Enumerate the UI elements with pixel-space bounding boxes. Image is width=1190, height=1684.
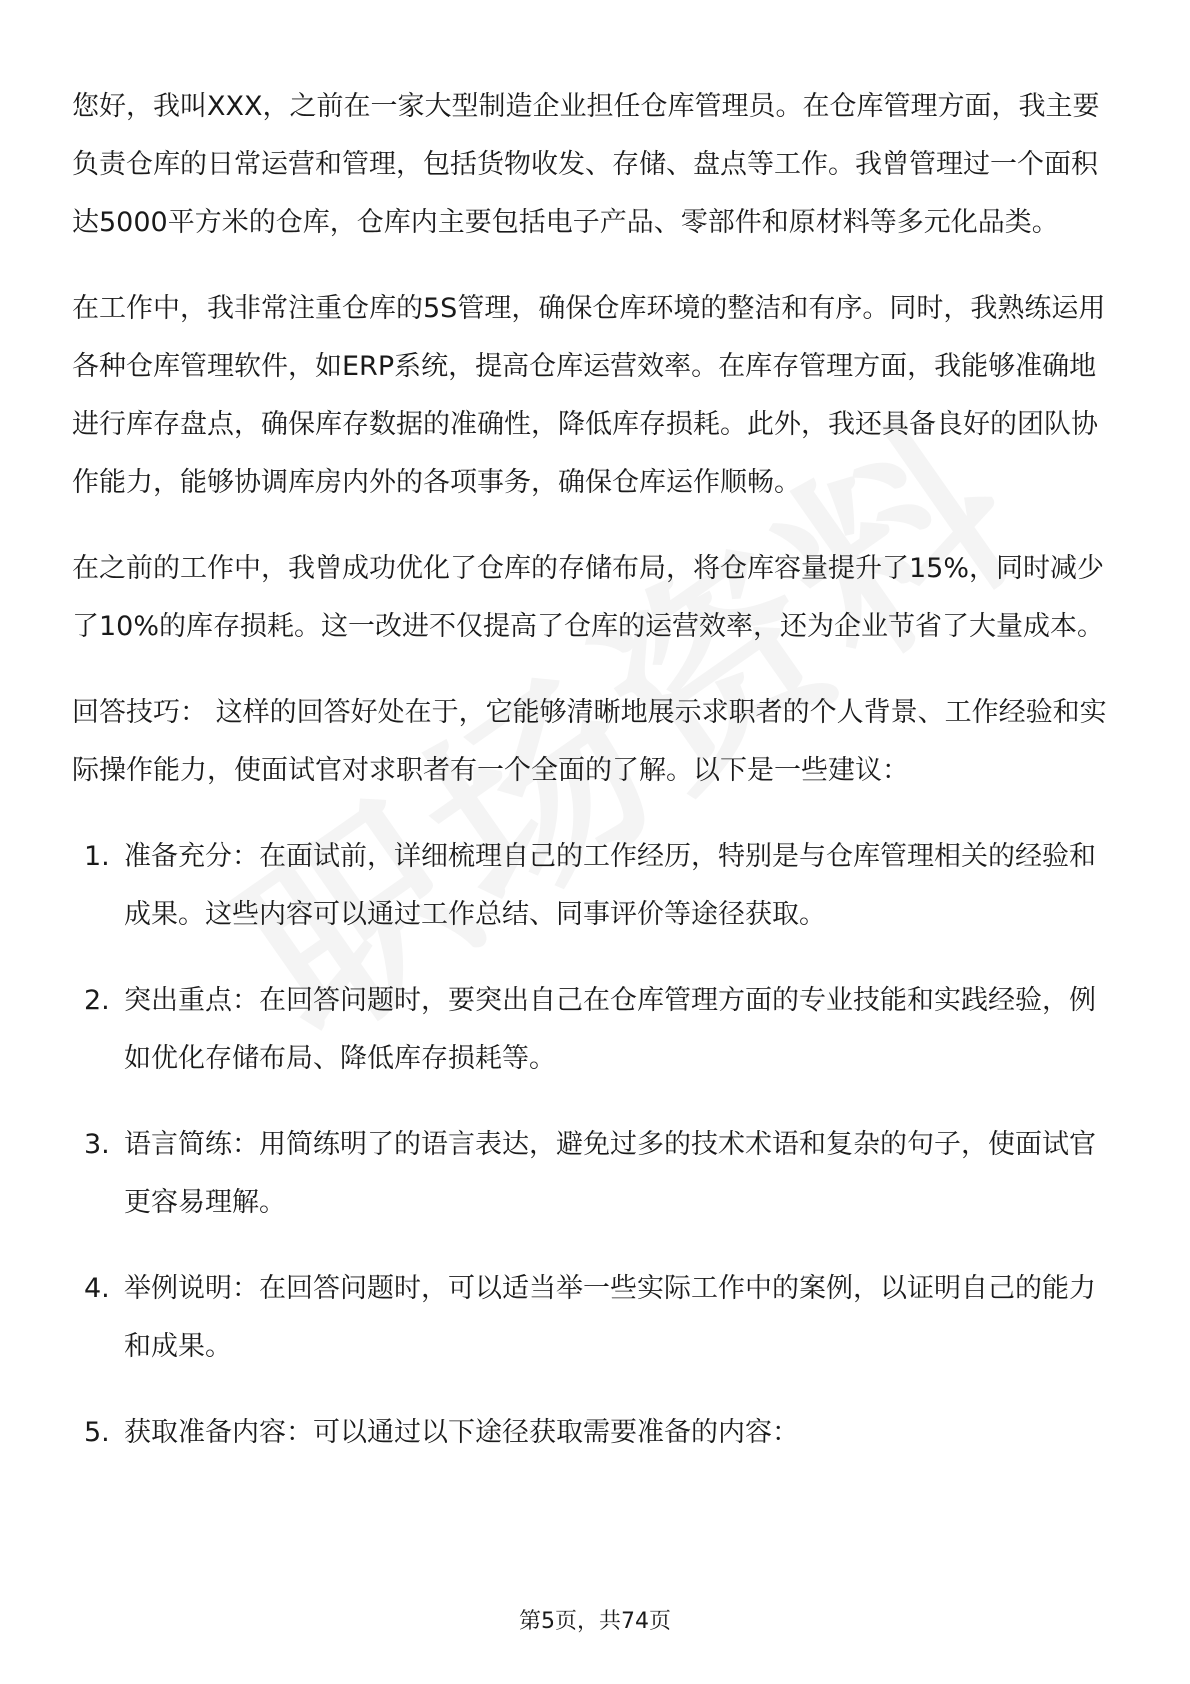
list-item-text: 准备充分：在面试前，详细梳理自己的工作经历，特别是与仓库管理相关的经验和成果。这些内容可以通过工作总结、同事评价等途径获取。: [124, 841, 1096, 930]
page-number: 第5页，共74页: [519, 1609, 671, 1634]
list-item: [72, 972, 1122, 1088]
tips-list: [72, 828, 1122, 1462]
list-item: [72, 1404, 1122, 1462]
list-item-text: 获取准备内容：可以通过以下途径获取需要准备的内容：: [124, 1417, 799, 1448]
list-item-text: 举例说明：在回答问题时，可以适当举一些实际工作中的案例，以证明自己的能力和成果。: [124, 1273, 1096, 1362]
paragraph-intro: 您好，我叫XXX，之前在一家大型制造企业担任仓库管理员。在仓库管理方面，我主要负责仓库的日常运营和管理，包括货物收发、存储、盘点等工作。我曾管理过一个面积达5000平方米的仓库，仓库内主要包括电子产品、零部件和原材料等多元化品类。: [72, 91, 1100, 238]
list-item-text: 突出重点：在回答问题时，要突出自己在仓库管理方面的专业技能和实践经验，例如优化存储布局、降低库存损耗等。: [124, 985, 1096, 1074]
list-item: [72, 1116, 1122, 1232]
list-item-number: 3.: [84, 1129, 110, 1160]
list-item: [72, 828, 1122, 944]
document-body: [72, 78, 1122, 1490]
paragraph-skills: 在工作中，我非常注重仓库的5S管理，确保仓库环境的整洁和有序。同时，我熟练运用各种仓库管理软件，如ERP系统，提高仓库运营效率。在库存管理方面，我能够准确地进行库存盘点，确保库存数据的准确性，降低库存损耗。此外，我还具备良好的团队协作能力，能够协调库房内外的各项事务，确保仓库运作顺畅。: [72, 293, 1106, 498]
paragraph-tips-intro: 回答技巧： 这样的回答好处在于，它能够清晰地展示求职者的个人背景、工作经验和实际操作能力，使面试官对求职者有一个全面的了解。以下是一些建议：: [72, 697, 1107, 786]
list-item-number: 2.: [84, 985, 110, 1016]
paragraph-achievement: 在之前的工作中，我曾成功优化了仓库的存储布局，将仓库容量提升了15%，同时减少了10%的库存损耗。这一改进不仅提高了仓库的运营效率，还为企业节省了大量成本。: [72, 553, 1105, 642]
list-item: [72, 1260, 1122, 1376]
list-item-text: 语言简练：用简练明了的语言表达，避免过多的技术术语和复杂的句子，使面试官更容易理解。: [124, 1129, 1096, 1218]
list-item-number: 5.: [84, 1417, 110, 1448]
list-item-number: 4.: [84, 1273, 110, 1304]
list-item-number: 1.: [84, 841, 110, 872]
